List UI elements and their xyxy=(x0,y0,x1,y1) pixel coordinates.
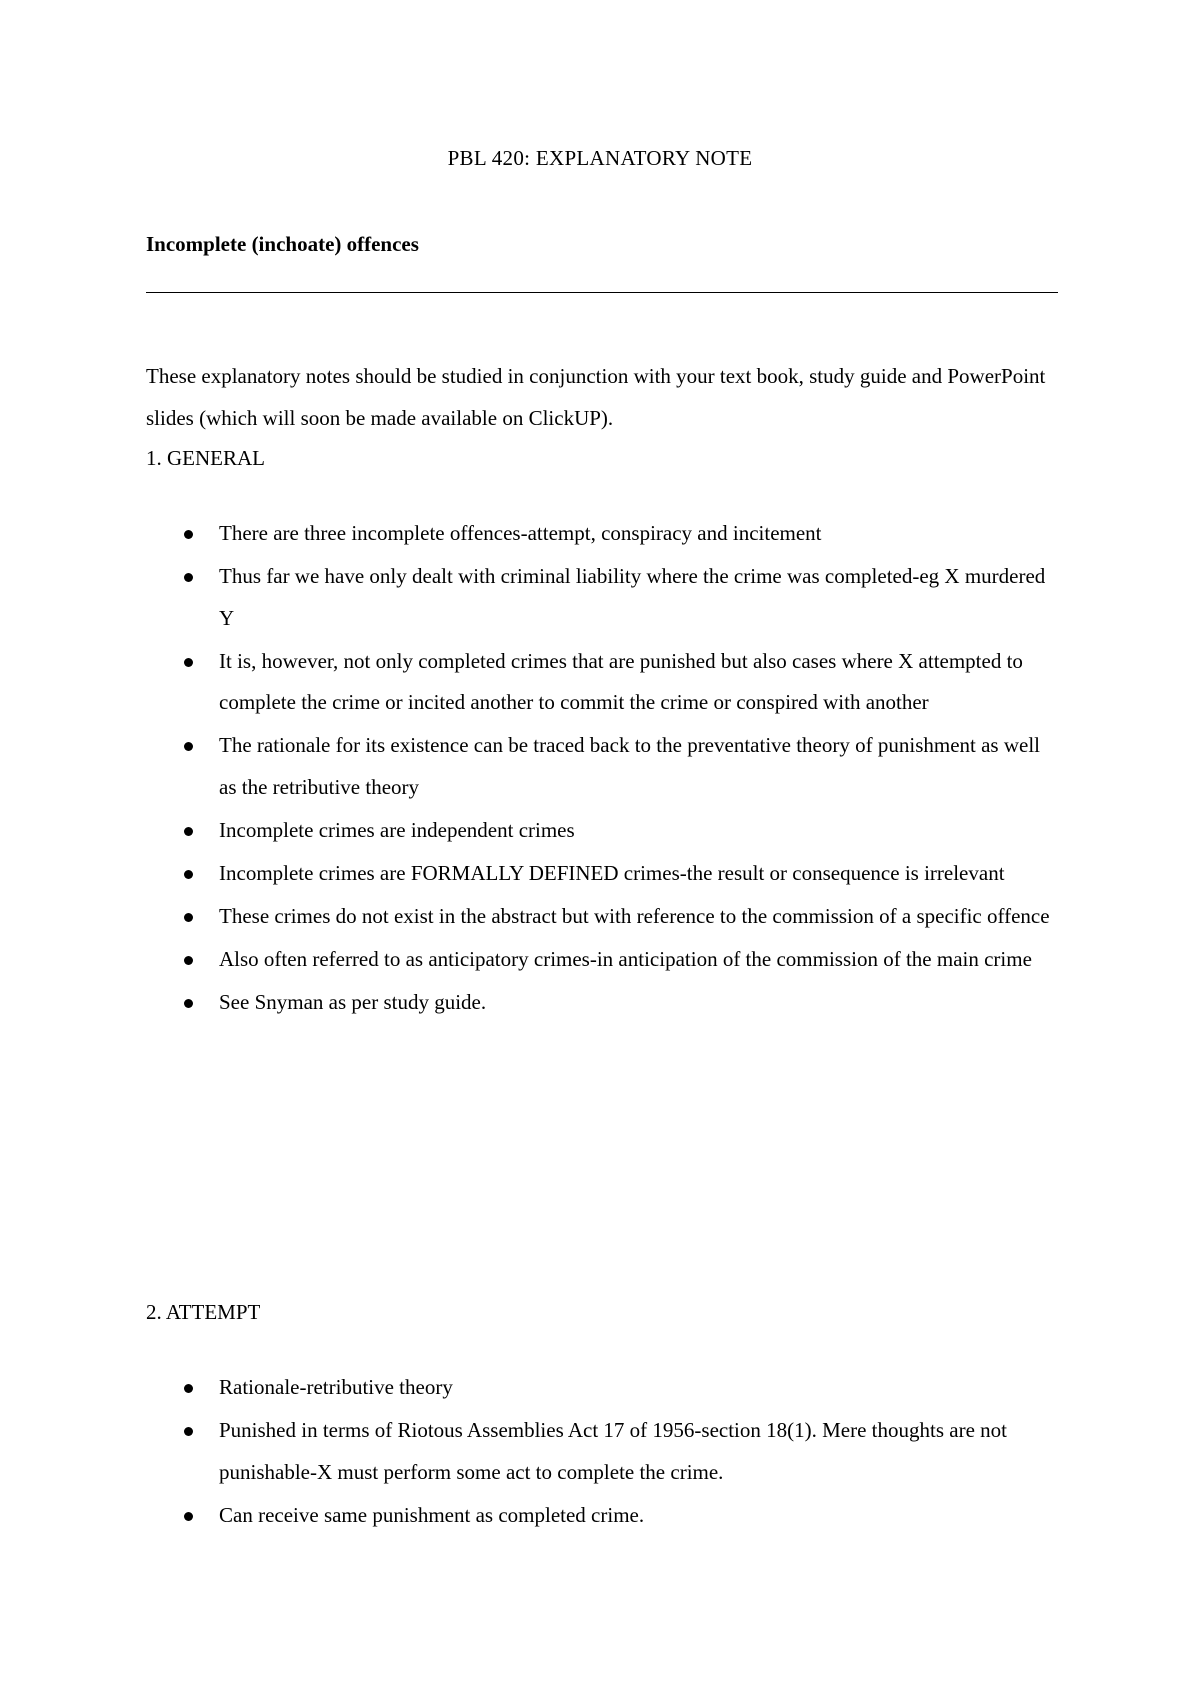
list-item xyxy=(146,556,1066,639)
bullet-icon xyxy=(184,530,193,539)
list-item-text: The rationale for its existence can be traced back to the preventative theory of punishment as well as the retributive theory xyxy=(219,733,1041,799)
list-item xyxy=(146,513,1066,555)
list-item xyxy=(146,725,1066,808)
bullet-icon xyxy=(184,827,193,836)
document-title: PBL 420: EXPLANATORY NOTE xyxy=(447,146,753,170)
bullet-icon xyxy=(184,1427,193,1436)
intro-paragraph: These explanatory notes should be studied in conjunction with your text book, study guide and PowerPoint slides (which will soon be made available on ClickUP). xyxy=(146,364,1046,430)
section-heading-general: 1. GENERAL xyxy=(146,446,265,470)
list-item-text: These crimes do not exist in the abstract but with reference to the commission of a specific offence xyxy=(219,903,1050,928)
bullet-icon xyxy=(184,1384,193,1393)
list-item-text: Can receive same punishment as completed crime. xyxy=(219,1502,645,1527)
list-item-text: Rationale-retributive theory xyxy=(219,1375,453,1399)
bullet-icon xyxy=(184,999,193,1008)
list-item xyxy=(146,1495,1066,1537)
list-item-text: Incomplete crimes are FORMALLY DEFINED crimes-the result or consequence is irrelevant xyxy=(219,860,1005,885)
document-subtitle: Incomplete (inchoate) offences xyxy=(146,232,419,256)
bullet-icon xyxy=(184,573,193,582)
bullet-icon xyxy=(184,658,193,667)
horizontal-rule xyxy=(146,292,1058,293)
list-item-text: Also often referred to as anticipatory crimes-in anticipation of the commission of the main crime xyxy=(219,946,1032,971)
list-item xyxy=(146,810,1066,852)
list-item xyxy=(146,1367,1066,1409)
list-item xyxy=(146,853,1066,895)
list-item xyxy=(146,982,1066,1024)
attempt-list xyxy=(146,1367,1066,1538)
general-list xyxy=(146,513,1066,1025)
list-item-text: Incomplete crimes are independent crimes xyxy=(219,817,575,842)
list-item xyxy=(146,896,1066,938)
list-item-text: Punished in terms of Riotous Assemblies Act 17 of 1956-section 18(1). Mere thoughts are not punishable-X must perform some act to complete the crime. xyxy=(219,1418,1007,1484)
bullet-icon xyxy=(184,870,193,879)
list-item-text: See Snyman as per study guide. xyxy=(219,989,487,1014)
bullet-icon xyxy=(184,1512,193,1521)
list-item-text: There are three incomplete offences-attempt, conspiracy and incitement xyxy=(219,521,822,545)
list-item-text: It is, however, not only completed crimes that are punished but also cases where X attempted to complete the crime or incited another to commit the crime or conspired with another xyxy=(219,648,1023,714)
bullet-icon xyxy=(184,956,193,965)
section-heading-attempt: 2. ATTEMPT xyxy=(146,1300,261,1324)
list-item xyxy=(146,641,1066,724)
list-item xyxy=(146,1410,1066,1493)
bullet-icon xyxy=(184,742,193,751)
list-item xyxy=(146,939,1066,981)
list-item-text: Thus far we have only dealt with criminal liability where the crime was completed-eg X murdered Y xyxy=(219,564,1046,630)
bullet-icon xyxy=(184,913,193,922)
